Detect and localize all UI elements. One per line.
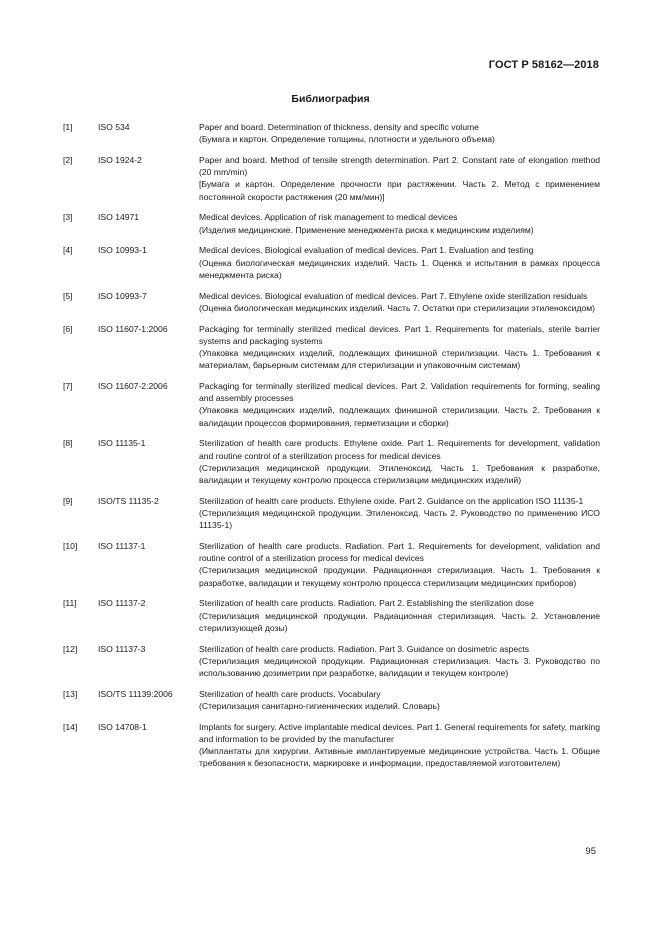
- entry-number: [8]: [63, 438, 73, 449]
- entry-code: ISO 11607-1:2006: [98, 323, 168, 334]
- entry-russian-title: [Бумага и картон. Определение прочности при растяжении. Часть 2. Метод с применением постоянной скорости растяжения (20 мм/мин)]: [199, 179, 600, 202]
- entry-code: ISO 534: [98, 122, 130, 132]
- bibliography-entry: [63, 495, 600, 532]
- entry-body: [199, 597, 600, 634]
- entry-english-title: Paper and board. Determination of thickness, density and specific volume: [199, 122, 479, 132]
- entry-body: [199, 290, 600, 314]
- entry-number: [2]: [63, 155, 73, 165]
- bibliography-entry: [63, 380, 600, 429]
- bibliography-entry: [63, 290, 600, 314]
- entry-english-title: Sterilization of health care products. Radiation. Part 1. Requirements for development, validation and routine control of a sterilization process for medical devices: [199, 541, 600, 564]
- entry-body: [199, 323, 600, 372]
- entry-english-title: Packaging for terminally sterilized medical devices. Part 1. Requirements for materials, sterile barrier systems and packaging systems: [199, 323, 600, 346]
- entry-russian-title: (Стерилизация медицинской продукции. Радиационная стерилизация. Часть 2. Установление стерилизующей дозы): [199, 610, 600, 633]
- entry-russian-title: (Упаковка медицинских изделий, подлежащих финишной стерилизации. Часть 2. Требования к валидации процессов формирования, герметизации и сборки): [199, 405, 600, 428]
- entry-body: [199, 244, 600, 281]
- entry-english-title: Sterilization of health care products. Vocabulary: [199, 688, 381, 699]
- entry-russian-title: (Оценка биологическая медицинских изделий. Часть 7. Остатки при стерилизации этиленоксидом): [199, 302, 596, 313]
- entry-code: ISO 10993-1: [98, 245, 147, 256]
- entry-code: ISO/TS 11135-2: [98, 495, 159, 506]
- entry-english-title: Packaging for terminally sterilized medical devices. Part 2. Validation requirements for forming, sealing and assembly processes: [199, 381, 600, 404]
- entry-number: [13]: [63, 688, 78, 699]
- bibliography-entry: [63, 721, 600, 770]
- bibliography-entry: [63, 211, 600, 235]
- bibliography-entry: [63, 540, 600, 589]
- entry-body: [199, 643, 600, 680]
- entry-code: ISO 11607-2:2006: [98, 381, 168, 392]
- entry-russian-title: (Имплантаты для хирургии. Активные имплантируемые медицинские устройства. Часть 1. Общие требования к безопасности, маркировке и информации, предоставляемой изготовителем): [199, 746, 600, 769]
- bibliography-entry: [63, 323, 600, 372]
- entry-english-title: Paper and board. Method of tensile strength determination. Part 2. Constant rate of elongation method (20 mm/min): [199, 155, 600, 178]
- entry-english-title: Medical devices. Biological evaluation of medical devices. Part 1. Evaluation and testing: [199, 245, 534, 256]
- entry-russian-title: (Стерилизация санитарно-гигиенических изделий. Словарь): [199, 701, 440, 712]
- entry-english-title: Implants for surgery. Active implantable medical devices. Part 1. General requirements for safety, marking and information to be provided by the manufacturer: [199, 721, 600, 745]
- entry-number: [1]: [63, 122, 73, 132]
- entry-english-title: Sterilization of health care products. Radiation. Part 2. Establishing the sterilization dose: [199, 598, 534, 609]
- entry-code: ISO 11137-3: [98, 643, 146, 654]
- entry-body: [199, 121, 600, 145]
- entry-number: [11]: [63, 598, 77, 609]
- entry-russian-title: (Изделия медицинские. Применение менеджмента риска к медицинским изделиям): [199, 224, 534, 235]
- bibliography-entry: [63, 121, 600, 145]
- entry-number: [6]: [63, 323, 73, 334]
- entry-body: [199, 540, 600, 589]
- page-number: 95: [585, 846, 596, 857]
- bibliography-list: [63, 121, 600, 778]
- bibliography-entry: [63, 597, 600, 634]
- bibliography-entry: [63, 643, 600, 680]
- entry-code: ISO 14708-1: [98, 721, 147, 732]
- entry-body: [199, 380, 600, 429]
- entry-russian-title: (Стерилизация медицинской продукции. Этиленоксид. Часть 1. Требования к разработке, валидации и текущему контролю процесса стерилизации медицинских изделий): [199, 462, 600, 486]
- entry-code: ISO/TS 11139:2006: [98, 688, 173, 699]
- page-title: Библиография: [291, 93, 370, 105]
- entry-english-title: Medical devices. Application of risk management to medical devices: [199, 212, 458, 223]
- entry-russian-title: (Стерилизация медицинской продукции. Этиленоксид. Часть 2. Руководство по применению ИСО 11135-1): [199, 508, 600, 531]
- bibliography-entry: [63, 154, 600, 203]
- entry-number: [14]: [63, 721, 78, 732]
- entry-english-title: Sterilization of health care products. Ethylene oxide. Part 2. Guidance on the application ISO 11135-1: [199, 495, 584, 506]
- entry-english-title: Sterilization of health care products. Ethylene oxide. Part 1. Requirements for development, validation and routine control of a sterilization process for medical devices: [199, 438, 600, 461]
- entry-number: [4]: [63, 245, 73, 256]
- entry-russian-title: (Стерилизация медицинской продукции. Радиационная стерилизация. Часть 3. Руководство по использованию дозиметрии при разработке, валидации и текущем контроле): [199, 655, 600, 679]
- entry-russian-title: (Бумага и картон. Определение толщины, плотности и удельного объема): [199, 134, 495, 145]
- bibliography-entry: [63, 437, 600, 486]
- entry-code: ISO 11135-1: [98, 438, 146, 449]
- entry-code: ISO 11137-1: [98, 541, 146, 552]
- entry-body: [199, 688, 600, 712]
- entry-body: [199, 154, 600, 203]
- entry-number: [5]: [63, 290, 73, 301]
- entry-russian-title: (Оценка биологическая медицинских изделий. Часть 1. Оценка и испытания в рамках процесса менеджмента риска): [199, 257, 600, 280]
- entry-code: ISO 10993-7: [98, 290, 147, 301]
- entry-number: [10]: [63, 541, 78, 552]
- entry-number: [3]: [63, 212, 73, 223]
- entry-number: [9]: [63, 495, 73, 506]
- entry-body: [199, 495, 600, 532]
- standard-header: ГОСТ Р 58162—2018: [488, 59, 599, 71]
- entry-russian-title: (Стерилизация медицинской продукции. Радиационная стерилизация. Часть 1. Требования к разработке, валидации и текущему контролю процесса стерилизации медицинских приборов): [199, 565, 600, 588]
- entry-code: ISO 14971: [98, 212, 140, 223]
- entry-body: [199, 437, 600, 486]
- entry-number: [12]: [63, 643, 78, 654]
- entry-code: ISO 1924-2: [98, 155, 142, 165]
- entry-body: [199, 721, 600, 770]
- entry-english-title: Medical devices. Biological evaluation of medical devices. Part 7. Ethylene oxide sterilization residuals: [199, 290, 588, 301]
- entry-russian-title: (Упаковка медицинских изделий, подлежащих финишной стерилизации. Часть 1. Требования к материалам, барьерным системам для стерилизации и упаковочным системам): [199, 348, 600, 371]
- entry-body: [199, 211, 600, 235]
- entry-english-title: Sterilization of health care products. Radiation. Part 3. Guidance on dosimetric aspects: [199, 643, 530, 654]
- bibliography-entry: [63, 244, 600, 281]
- bibliography-entry: [63, 688, 600, 712]
- entry-code: ISO 11137-2: [98, 598, 146, 609]
- entry-number: [7]: [63, 381, 73, 392]
